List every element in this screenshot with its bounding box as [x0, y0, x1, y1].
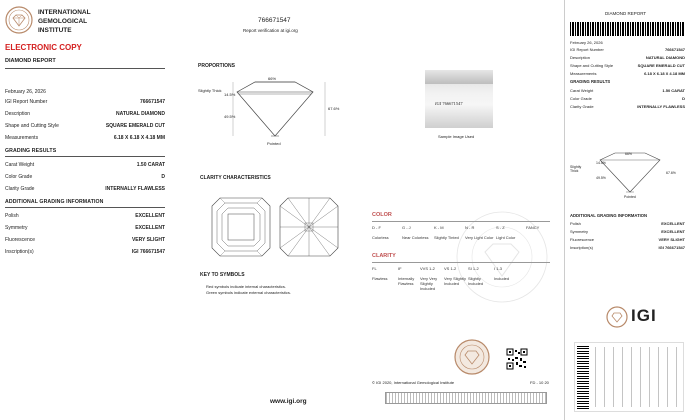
right-field-row: [570, 104, 685, 112]
field-label: Polish: [570, 221, 581, 226]
color-grade: K - M: [434, 225, 444, 230]
right-field-row: [570, 237, 685, 245]
clarity-scale-title: CLARITY: [372, 253, 396, 259]
field-value: SQUARE EMERALD CUT: [105, 123, 165, 129]
proportions-title: PROPORTIONS: [198, 63, 235, 69]
igi-mark-icon: IGI: [435, 101, 442, 106]
field-value: IGI 766671547: [658, 245, 685, 250]
field-value: INTERNALLY FLAWLESS: [637, 104, 685, 109]
color-label: Near Colorless: [402, 235, 429, 240]
form-code: FD - 10 20: [530, 380, 549, 385]
grading-results-title: GRADING RESULTS: [5, 148, 57, 154]
color-label: Slightly Tinted: [434, 235, 459, 240]
clarity-grade: FL: [372, 266, 377, 271]
field-value: NATURAL DIAMOND: [116, 111, 165, 117]
org-name-line-2: GEMOLOGICAL: [38, 18, 88, 25]
field-value: VERY SLIGHT: [658, 237, 685, 242]
color-grade: G - J: [402, 225, 411, 230]
right-crown-pct: 14.5%: [596, 161, 606, 165]
right-barcode: [570, 22, 685, 36]
field-value: NATURAL DIAMOND: [645, 55, 685, 60]
stub-lines: [595, 347, 681, 407]
right-field-row: [570, 96, 685, 104]
field-label: Measurements: [5, 135, 39, 141]
field-label: Symmetry: [570, 229, 588, 234]
field-label: Description: [570, 55, 591, 60]
color-label: Very Light Color: [465, 235, 494, 240]
field-row-measurements: [5, 135, 165, 145]
field-value: EXCELLENT: [135, 213, 165, 219]
field-value: EXCELLENT: [661, 229, 685, 234]
field-row-carat: [5, 162, 165, 172]
field-value: 766671547: [664, 47, 685, 52]
sample-inscription-number: 766671547: [442, 101, 463, 106]
image-rim: [425, 70, 493, 84]
color-scale-title: COLOR: [372, 212, 392, 218]
electronic-copy-label: ELECTRONIC COPY: [5, 43, 82, 52]
sample-inscription: [435, 101, 463, 106]
verification-text: Report verification at igi.org: [243, 28, 298, 33]
field-value: D: [161, 174, 165, 180]
clarity-label: Very Slightly Included: [444, 276, 467, 286]
stub-barcode: [577, 345, 589, 409]
field-label: IGI Report Number: [5, 99, 48, 105]
right-grading-title: GRADING RESULTS: [570, 79, 611, 84]
color-label: Light Color: [496, 235, 516, 240]
org-name-line-3: INSTITUTE: [38, 27, 72, 34]
right-field-row: [570, 71, 685, 79]
right-field-row: [570, 55, 685, 63]
clarity-grade: VVS 1-2: [420, 266, 435, 271]
color-grade: N - R: [465, 225, 475, 230]
clarity-label: Very Very Slightly Included: [420, 276, 438, 291]
field-value: IGI 766671547: [131, 249, 165, 255]
field-row-shape: [5, 123, 165, 133]
culet-label: Pointed: [267, 141, 281, 146]
divider: [5, 156, 165, 157]
field-row-color: [5, 174, 165, 184]
right-depth-pct: 67.6%: [666, 171, 676, 175]
field-label: Fluorescence: [570, 237, 595, 242]
sample-caption: Sample Image Used: [438, 134, 475, 139]
igi-seal-icon: [453, 338, 491, 376]
field-row-report-number: [5, 99, 165, 109]
field-label: Carat Weight: [570, 88, 594, 93]
divider: [5, 207, 165, 208]
field-row-symmetry: [5, 225, 165, 235]
right-field-row: [570, 88, 685, 96]
field-label: Clarity Grade: [570, 104, 594, 109]
report-number-top: 766671547: [258, 17, 291, 24]
right-culet: Pointed: [624, 195, 636, 199]
field-value: EXCELLENT: [135, 225, 165, 231]
divider: [372, 221, 550, 222]
org-name-line-1: INTERNATIONAL: [38, 9, 91, 16]
igi-logo-icon: [606, 306, 628, 328]
field-row-polish: [5, 213, 165, 223]
color-grade: D - F: [372, 225, 381, 230]
igi-logo-text: IGI: [631, 306, 657, 325]
color-grade: S - Z: [496, 225, 505, 230]
field-label: Inscription(s): [5, 249, 34, 255]
right-pavilion-pct: 49.5%: [596, 176, 606, 180]
field-value: INTERNALLY FLAWLESS: [105, 186, 165, 192]
clarity-label: Internally Flawless: [398, 276, 415, 286]
divider: [5, 68, 165, 69]
field-label: Description: [5, 111, 31, 117]
clarity-grade: I 1-3: [494, 266, 503, 271]
right-field-row: [570, 63, 685, 71]
field-label: Clarity Grade: [5, 186, 35, 192]
clarity-grade: IF: [398, 266, 402, 271]
field-value: EXCELLENT: [661, 221, 685, 226]
copyright: © IGI 2020, International Gemological Institute: [372, 380, 455, 385]
field-row-fluorescence: [5, 237, 165, 247]
field-value: 1.50 CARAT: [136, 162, 165, 168]
additional-grading-title: ADDITIONAL GRADING INFORMATION: [5, 199, 104, 205]
field-label: Inscription(s): [570, 245, 593, 250]
website: www.igi.org: [270, 398, 307, 405]
igi-seal-logo: [5, 6, 33, 34]
right-additional-title: ADDITIONAL GRADING INFORMATION: [570, 213, 648, 218]
field-value: D: [682, 96, 685, 101]
field-label: Fluorescence: [5, 237, 36, 243]
right-field-row: [570, 245, 685, 253]
bottom-barcode-strip: [385, 392, 547, 404]
crown-pct: 14.5%: [224, 92, 236, 97]
divider: [372, 262, 550, 263]
report-date: February 26, 2026: [5, 89, 46, 95]
clarity-label: Included: [494, 276, 510, 281]
field-value: VERY SLIGHT: [131, 237, 165, 243]
field-label: Color Grade: [570, 96, 592, 101]
field-row-description: [5, 111, 165, 121]
proportions-diagram: [195, 72, 355, 152]
right-field-row: [570, 229, 685, 237]
right-girdle: Slightly Thick: [570, 165, 582, 173]
right-table-pct: 66%: [625, 152, 633, 156]
right-field-row: [570, 47, 685, 55]
clarity-plot-crown: [210, 196, 272, 258]
field-value: 6.18 X 6.18 X 4.18 MM: [113, 135, 165, 141]
field-value: SQUARE EMERALD CUT: [637, 63, 685, 68]
field-label: Shape and Cutting Style: [5, 123, 59, 129]
clarity-grade: VS 1-2: [444, 266, 457, 271]
field-label: IGI Report Number: [570, 47, 604, 52]
clarity-label: Slightly Included: [468, 276, 484, 286]
depth-pct: 67.6%: [328, 106, 340, 111]
field-value: 1.50 CARAT: [662, 88, 685, 93]
color-grade: FANCY: [526, 225, 540, 230]
right-report-title: DIAMOND REPORT: [605, 11, 647, 16]
color-label: Colorless: [372, 235, 389, 240]
field-label: Shape and Cutting Style: [570, 63, 614, 68]
key-title: KEY TO SYMBOLS: [200, 272, 245, 278]
right-field-row: [570, 221, 685, 229]
sample-diamond-image: [425, 70, 493, 128]
field-label: Measurements: [570, 71, 597, 76]
key-line-2: Green symbols indicate external characteristics.: [206, 290, 291, 295]
right-rotated-stub: [574, 342, 684, 412]
field-label: Color Grade: [5, 174, 33, 180]
table-pct: 66%: [268, 76, 277, 81]
clarity-label: Flawless: [372, 276, 388, 281]
clarity-grade: SI 1-2: [468, 266, 479, 271]
report-type-title: DIAMOND REPORT: [5, 58, 56, 64]
field-value: 6.18 X 6.18 X 4.18 MM: [644, 71, 685, 76]
clarity-plot-pavilion: [278, 196, 340, 258]
key-line-1: Red symbols indicate internal characteristics.: [206, 284, 287, 289]
field-value: 766671547: [139, 99, 165, 105]
field-row-clarity: [5, 186, 165, 196]
clarity-characteristics-title: CLARITY CHARACTERISTICS: [200, 175, 271, 181]
right-date: February 26, 2026: [570, 40, 603, 45]
field-label: Polish: [5, 213, 19, 219]
field-row-inscription: [5, 249, 165, 259]
girdle-label: Slightly Thick: [198, 88, 222, 93]
field-label: Carat Weight: [5, 162, 35, 168]
qr-code[interactable]: [506, 348, 528, 370]
pavilion-pct: 49.5%: [224, 114, 236, 119]
field-label: Symmetry: [5, 225, 28, 231]
